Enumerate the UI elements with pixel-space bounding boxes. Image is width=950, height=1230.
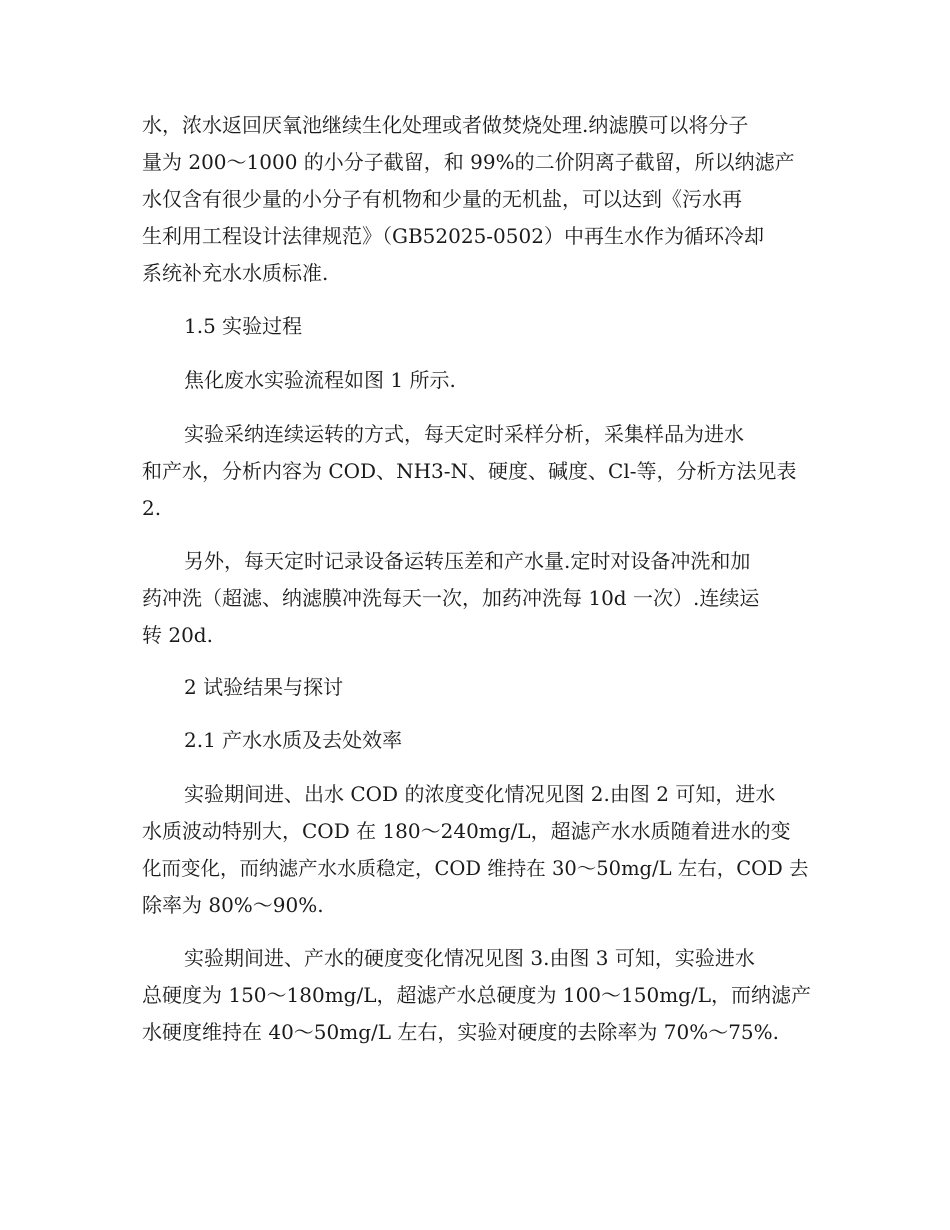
text-line: 药冲洗（超滤、纳滤膜冲洗每天一次，加药冲洗每 10d 一次）.连续运 — [142, 586, 760, 610]
text-line: 水，浓水返回厌氧池继续生化处理或者做焚烧处理.纳滤膜可以将分子 — [142, 113, 749, 137]
text-line: 水仅含有很少量的小分子有机物和少量的无机盐，可以达到《污水再 — [142, 187, 742, 211]
text-line: 转 20d. — [142, 623, 213, 647]
text-line: 焦化废水实验流程如图 1 所示. — [184, 368, 456, 392]
section-heading-2-1 — [142, 722, 812, 759]
paragraph-continuation — [142, 107, 812, 292]
text-line: 除率为 80%～90%. — [142, 893, 324, 917]
paragraph-cleaning — [142, 543, 812, 654]
paragraph-hardness — [142, 940, 812, 1051]
text-line: 实验期间进、出水 COD 的浓度变化情况见图 2.由图 2 可知，进水 — [184, 782, 776, 806]
text-line: 化而变化，而纳滤产水水质稳定，COD 维持在 30～50mg/L 左右，COD 去 — [142, 857, 809, 880]
paragraph-method — [142, 416, 812, 527]
text-line: 系统补充水水质标准. — [142, 261, 329, 285]
text-line: 水质波动特别大，COD 在 180～240mg/L，超滤产水水质随着进水的变 — [142, 819, 791, 843]
text-line: 2. — [142, 496, 162, 520]
text-line: 另外，每天定时记录设备运转压差和产水量.定时对设备冲洗和加 — [184, 549, 751, 573]
text-line: 总硬度为 150～180mg/L，超滤产水总硬度为 100～150mg/L，而纳滤产 — [142, 983, 811, 1007]
text-line: 生利用工程设计法律规范》（GB52025-0502）中再生水作为循环冷却 — [142, 224, 764, 248]
heading-text: 2.1 产水水质及去处效率 — [184, 728, 403, 752]
section-heading-1-5 — [142, 308, 812, 345]
heading-text: 2 试验结果与探讨 — [184, 675, 344, 699]
paragraph-flow-figure — [142, 362, 812, 399]
heading-text: 1.5 实验过程 — [184, 314, 303, 338]
paragraph-cod — [142, 776, 812, 924]
text-line: 水硬度维持在 40～50mg/L 左右，实验对硬度的去除率为 70%～75%. — [142, 1020, 780, 1044]
text-line: 实验采纳连续运转的方式，每天定时采样分析，采集样品为进水 — [184, 422, 744, 446]
section-heading-2 — [142, 669, 812, 706]
text-line: 实验期间进、产水的硬度变化情况见图 3.由图 3 可知，实验进水 — [184, 946, 755, 970]
text-line: 和产水，分析内容为 COD、NH3-N、硬度、碱度、Cl-等，分析方法见表 — [142, 459, 797, 483]
text-line: 量为 200～1000 的小分子截留，和 99%的二价阴离子截留，所以纳滤产 — [142, 150, 795, 174]
